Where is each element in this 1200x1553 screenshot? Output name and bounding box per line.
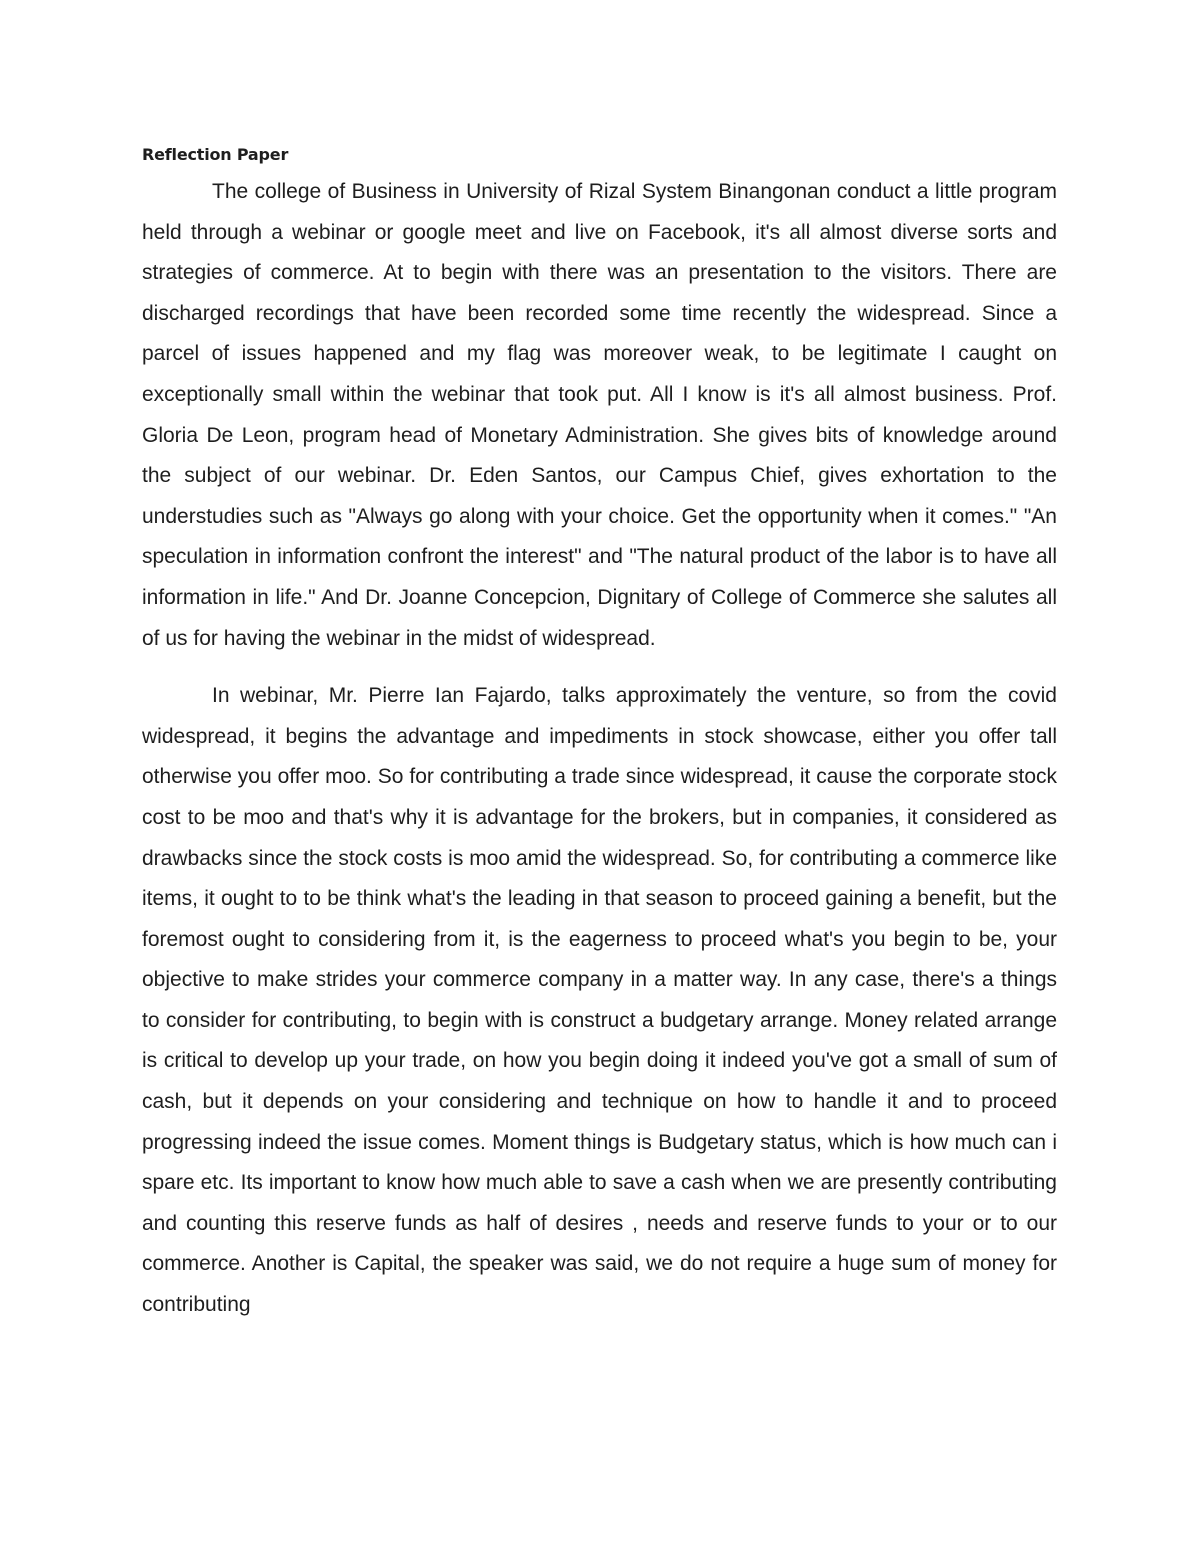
paragraph-intro: The college of Business in University of Rizal System Binangonan conduct a little program held through a webinar or google meet and live on Facebook, it's all almost diverse sorts and strategies of commerce. At to begin with there was an presentation to the visitors. There are discharged recordings that have been recorded some time recently the widespread. Since a parcel of issues happened and my flag was moreover weak, to be legitimate I caught on exceptionally small within the webinar that took put. All I know is it's all almost business. Prof. Gloria De Leon, program head of Monetary Administration. She gives bits of knowledge around the subject of our webinar. Dr. Eden Santos, our Campus Chief, gives exhortation to the understudies such as "Always go along with your choice. Get the opportunity when it comes." "An speculation in information confront the interest" and "The natural product of the labor is to have all information in life." And Dr. Joanne Concepcion, Dignitary of College of Commerce she salutes all of us for having the webinar in the midst of widespread. xyxy=(142,180,1057,650)
document-title: Reflection Paper xyxy=(142,145,289,164)
paragraph-webinar: In webinar, Mr. Pierre Ian Fajardo, talks approximately the venture, so from the covid widespread, it begins the advantage and impediments in stock showcase, either you offer tall otherwise you offer moo. So for contributing a trade since widespread, it cause the corporate stock cost to be moo and that's why it is advantage for the brokers, but in companies, it considered as drawbacks since the stock costs is moo amid the widespread. So, for contributing a commerce like items, it ought to to be think what's the leading in that season to proceed gaining a benefit, but the foremost ought to considering from it, is the eagerness to proceed what's you begin to be, your objective to make strides your commerce company in a matter way. In any case, there's a things to consider for contributing, to begin with is construct a budgetary arrange. Money related arrange is critical to develop up your trade, on how you begin doing it indeed you've got a small of sum of cash, but it depends on your considering and technique on how to handle it and to proceed progressing indeed the issue comes. Moment things is Budgetary status, which is how much can i spare etc. Its important to know how much able to save a cash when we are presently contributing and counting this reserve funds as half of desires , needs and reserve funds to your or to our commerce. Another is Capital, the speaker was said, we do not require a huge sum of money for contributing xyxy=(142,684,1057,1317)
document-body xyxy=(142,140,1057,1326)
